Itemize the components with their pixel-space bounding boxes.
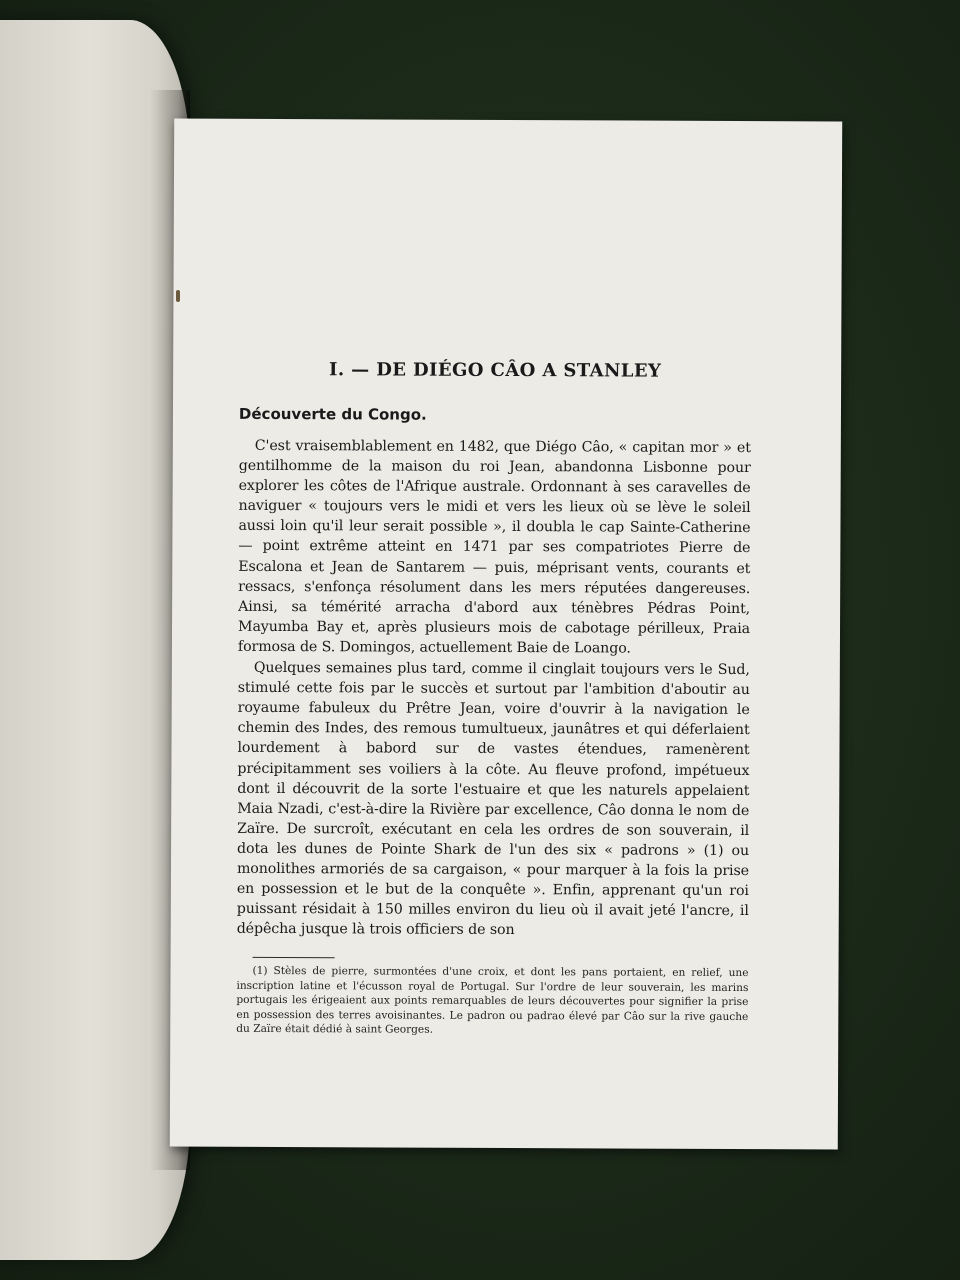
footnote-divider [253,957,335,958]
page-content [236,357,751,1039]
footnote: (1) Stèles de pierre, surmontées d'une croix, et dont les pans portaient, en relief, une inscription latine et l'écusson royal de Portugal. Sur l'ordre de leur souverain, les marins portugais les érigeaient aux points remarquables de leurs découvertes pour signifier la prise en possession des terres avoisinantes. Le padron ou padrao élevé par Câo sur la rive gauche du Zaïre était dédié à saint Georges. [236,965,749,1037]
paragraph-2: Quelques semaines plus tard, comme il cinglait toujours vers le Sud, stimulé cette fois par le succès et surtout par l'ambition d'aboutir au royaume fabuleux du Prêtre Jean, voire d'ouvrir à la navigation le chemin des Indes, des remous tumultueux, jaunâtres et qui déferlaient lourdement à babord sur de vastes étendues, ramenèrent précipitamment ses voiliers à la côte. Au fleuve profond, impétueux dont il découvrit de la sorte l'estuaire et que les naturels appelaient Maia Nzadi, c'est-à-dire la Rivière par excellence, Câo donna le nom de Zaïre. De surcroît, exécutant en cela les ordres de son souverain, il dota les dunes de Pointe Shark de l'un des six « padrons » (1) ou monolithes armoriés de sa cargaison, « pour marquer à la fois la prise en possession et le but de la conquête ». Enfin, apprenant qu'un roi puissant résidait à 150 milles environ du lieu où il avait jeté l'ancre, il dépêcha jusque là trois officiers de son [236,659,750,939]
section-heading: Découverte du Congo. [238,404,427,424]
paragraph-1: C'est vraisemblablement en 1482, que Diégo Câo, « capitan mor » et gentilhomme de la maison du roi Jean, abandonna Lisbonne pour explorer les côtes de l'Afrique australe. Ordonnant à ses caravelles de naviguer « toujours vers le midi et vers les lieux où se lève le soleil aussi loin qu'il leur serait possible », il doubla le cap Sainte-Catherine — point extrême atteint en 1471 par ses compatriotes Pierre de Escalona et Jean de Santarem — puis, méprisant vents, courants et ressacs, s'enfonça résolument dans les mers réputées dangereuses. Ainsi, sa témérité arracha d'abord aux ténèbres Pédras Point, Mayumba Bay et, après plusieurs mois de cabotage périlleux, Praia formosa de S. Domingos, actuellement Baie de Loango. [237,437,751,657]
book-page [170,119,842,1150]
chapter-title: I. — DE DIÉGO CÂO A STANLEY [328,359,662,382]
binding-thread-mark [176,290,180,302]
